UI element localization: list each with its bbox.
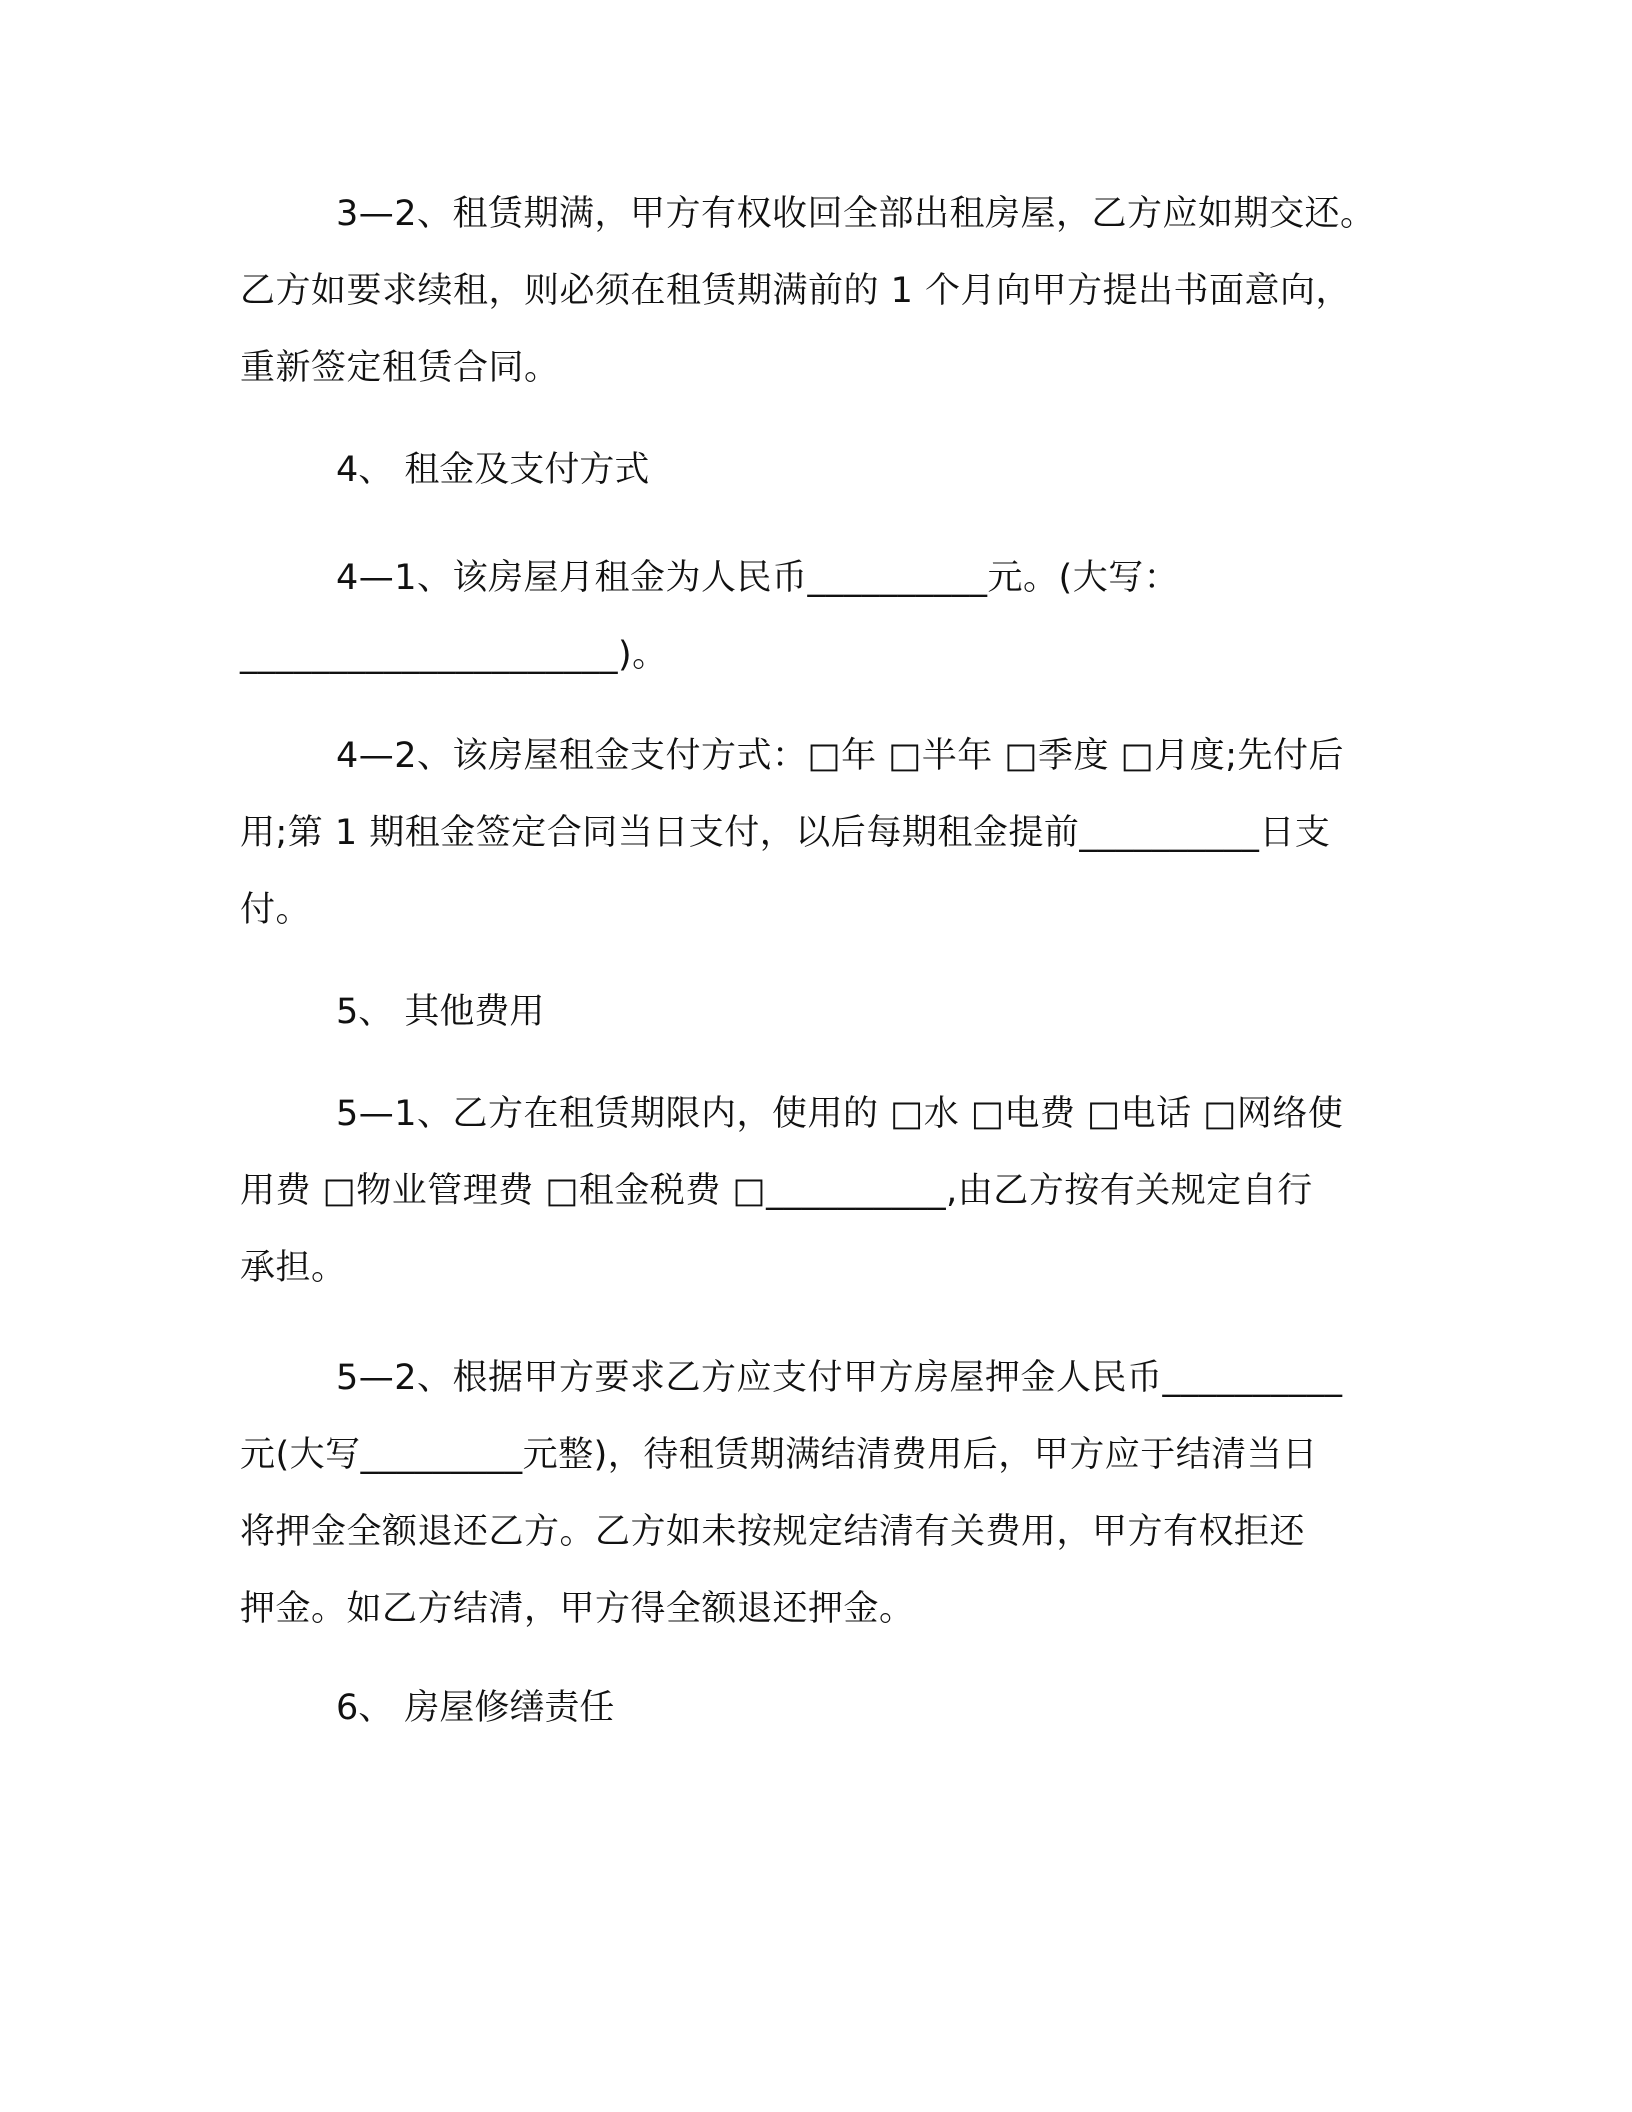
text-line: 乙方如要求续租，则必须在租赁期满前的 1 个月向甲方提出书面意向， xyxy=(240,271,1352,311)
text-line: 付。 xyxy=(240,890,312,930)
text-line: 将押金全额退还乙方。乙方如未按规定结清有关费用，甲方有权拒还 xyxy=(240,1512,1306,1552)
text-line: 3—2、租赁期满，甲方有权收回全部出租房屋，乙方应如期交还。 xyxy=(336,194,1376,234)
section-heading-6 xyxy=(240,1670,1400,1747)
text-line: 用;第 1 期租金签定合同当日支付，以后每期租金提前__________日支 xyxy=(240,813,1331,853)
text-line: 承担。 xyxy=(240,1248,347,1288)
heading-text: 5、 其他费用 xyxy=(336,992,545,1032)
text-line: 5—2、根据甲方要求乙方应支付甲方房屋押金人民币__________ xyxy=(336,1358,1343,1398)
text-line: 元(大写_________元整)，待租赁期满结清费用后，甲方应于结清当日 xyxy=(240,1435,1318,1475)
paragraph-4-2 xyxy=(240,718,1400,949)
text-line: 4—2、该房屋租金支付方式：□年 □半年 □季度 □月度;先付后 xyxy=(336,736,1344,776)
heading-text: 4、 租金及支付方式 xyxy=(336,450,650,490)
text-line: 重新签定租赁合同。 xyxy=(240,348,560,388)
section-heading-4 xyxy=(240,432,1400,509)
paragraph-3-2 xyxy=(240,176,1400,407)
text-line: 4—1、该房屋月租金为人民币__________元。(大写： xyxy=(336,558,1180,598)
paragraph-4-1 xyxy=(240,540,1400,694)
section-heading-5 xyxy=(240,974,1400,1051)
text-line: 押金。如乙方结清，甲方得全额退还押金。 xyxy=(240,1589,915,1629)
text-line: 用费 □物业管理费 □租金税费 □__________,由乙方按有关规定自行 xyxy=(240,1171,1313,1211)
paragraph-5-1 xyxy=(240,1076,1400,1307)
text-line: _____________________)。 xyxy=(240,635,668,675)
paragraph-5-2 xyxy=(240,1340,1400,1648)
text-line: 5—1、乙方在租赁期限内，使用的 □水 □电费 □电话 □网络使 xyxy=(336,1094,1344,1134)
heading-text: 6、 房屋修缮责任 xyxy=(336,1688,615,1728)
